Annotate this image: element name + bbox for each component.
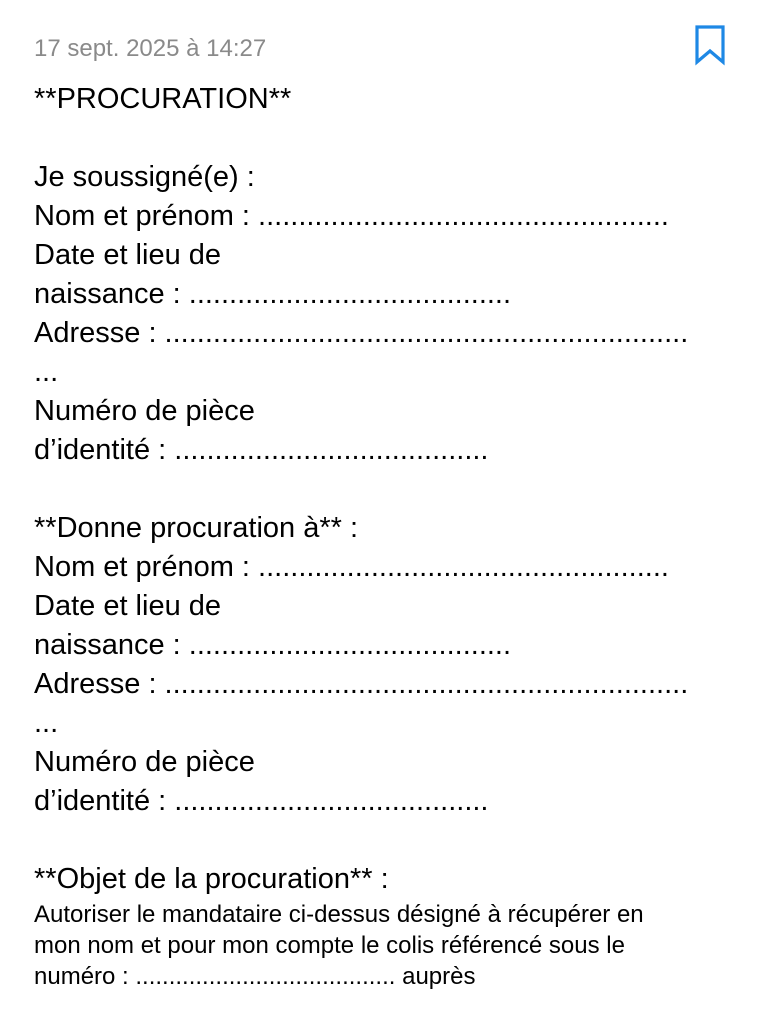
note-header [34,0,734,90]
agent-id-label: Numéro de pièce [34,746,255,778]
agent-id-field: d’identité : ....................................... [34,785,489,817]
blank-line [34,119,734,158]
principal-intro: Je soussigné(e) : [34,161,255,193]
purpose-heading: **Objet de la procuration** : [34,863,389,895]
principal-name-field: Nom et prénom : ................................................... [34,200,669,232]
agent-birth-label: Date et lieu de [34,590,222,622]
purpose-text-line: mon nom et pour mon compte le colis référencé sous le [34,932,625,959]
principal-address-field: Adresse : ................................................................. [34,317,689,349]
note-timestamp: 17 sept. 2025 à 14:27 [34,35,267,62]
principal-id-field: d’identité : ....................................... [34,434,489,466]
principal-birth-label: Date et lieu de [34,239,222,271]
purpose-text-line: numéro : ....................................... auprès [34,963,476,990]
principal-birth-field: naissance : ........................................ [34,278,512,310]
agent-intro: **Donne procuration à** : [34,512,359,544]
bookmark-icon[interactable] [692,24,728,66]
agent-birth-field: naissance : ........................................ [34,629,512,661]
blank-line [34,470,734,509]
blank-line [34,821,734,860]
note-body[interactable] [34,80,734,992]
purpose-text-line: Autoriser le mandataire ci-dessus désigné à récupérer en [34,901,644,928]
agent-name-field: Nom et prénom : ................................................... [34,551,669,583]
document-title: **PROCURATION** [34,83,292,115]
principal-id-label: Numéro de pièce [34,395,255,427]
agent-address-continued: ... [34,707,59,739]
principal-address-continued: ... [34,356,59,388]
agent-address-field: Adresse : ................................................................. [34,668,689,700]
